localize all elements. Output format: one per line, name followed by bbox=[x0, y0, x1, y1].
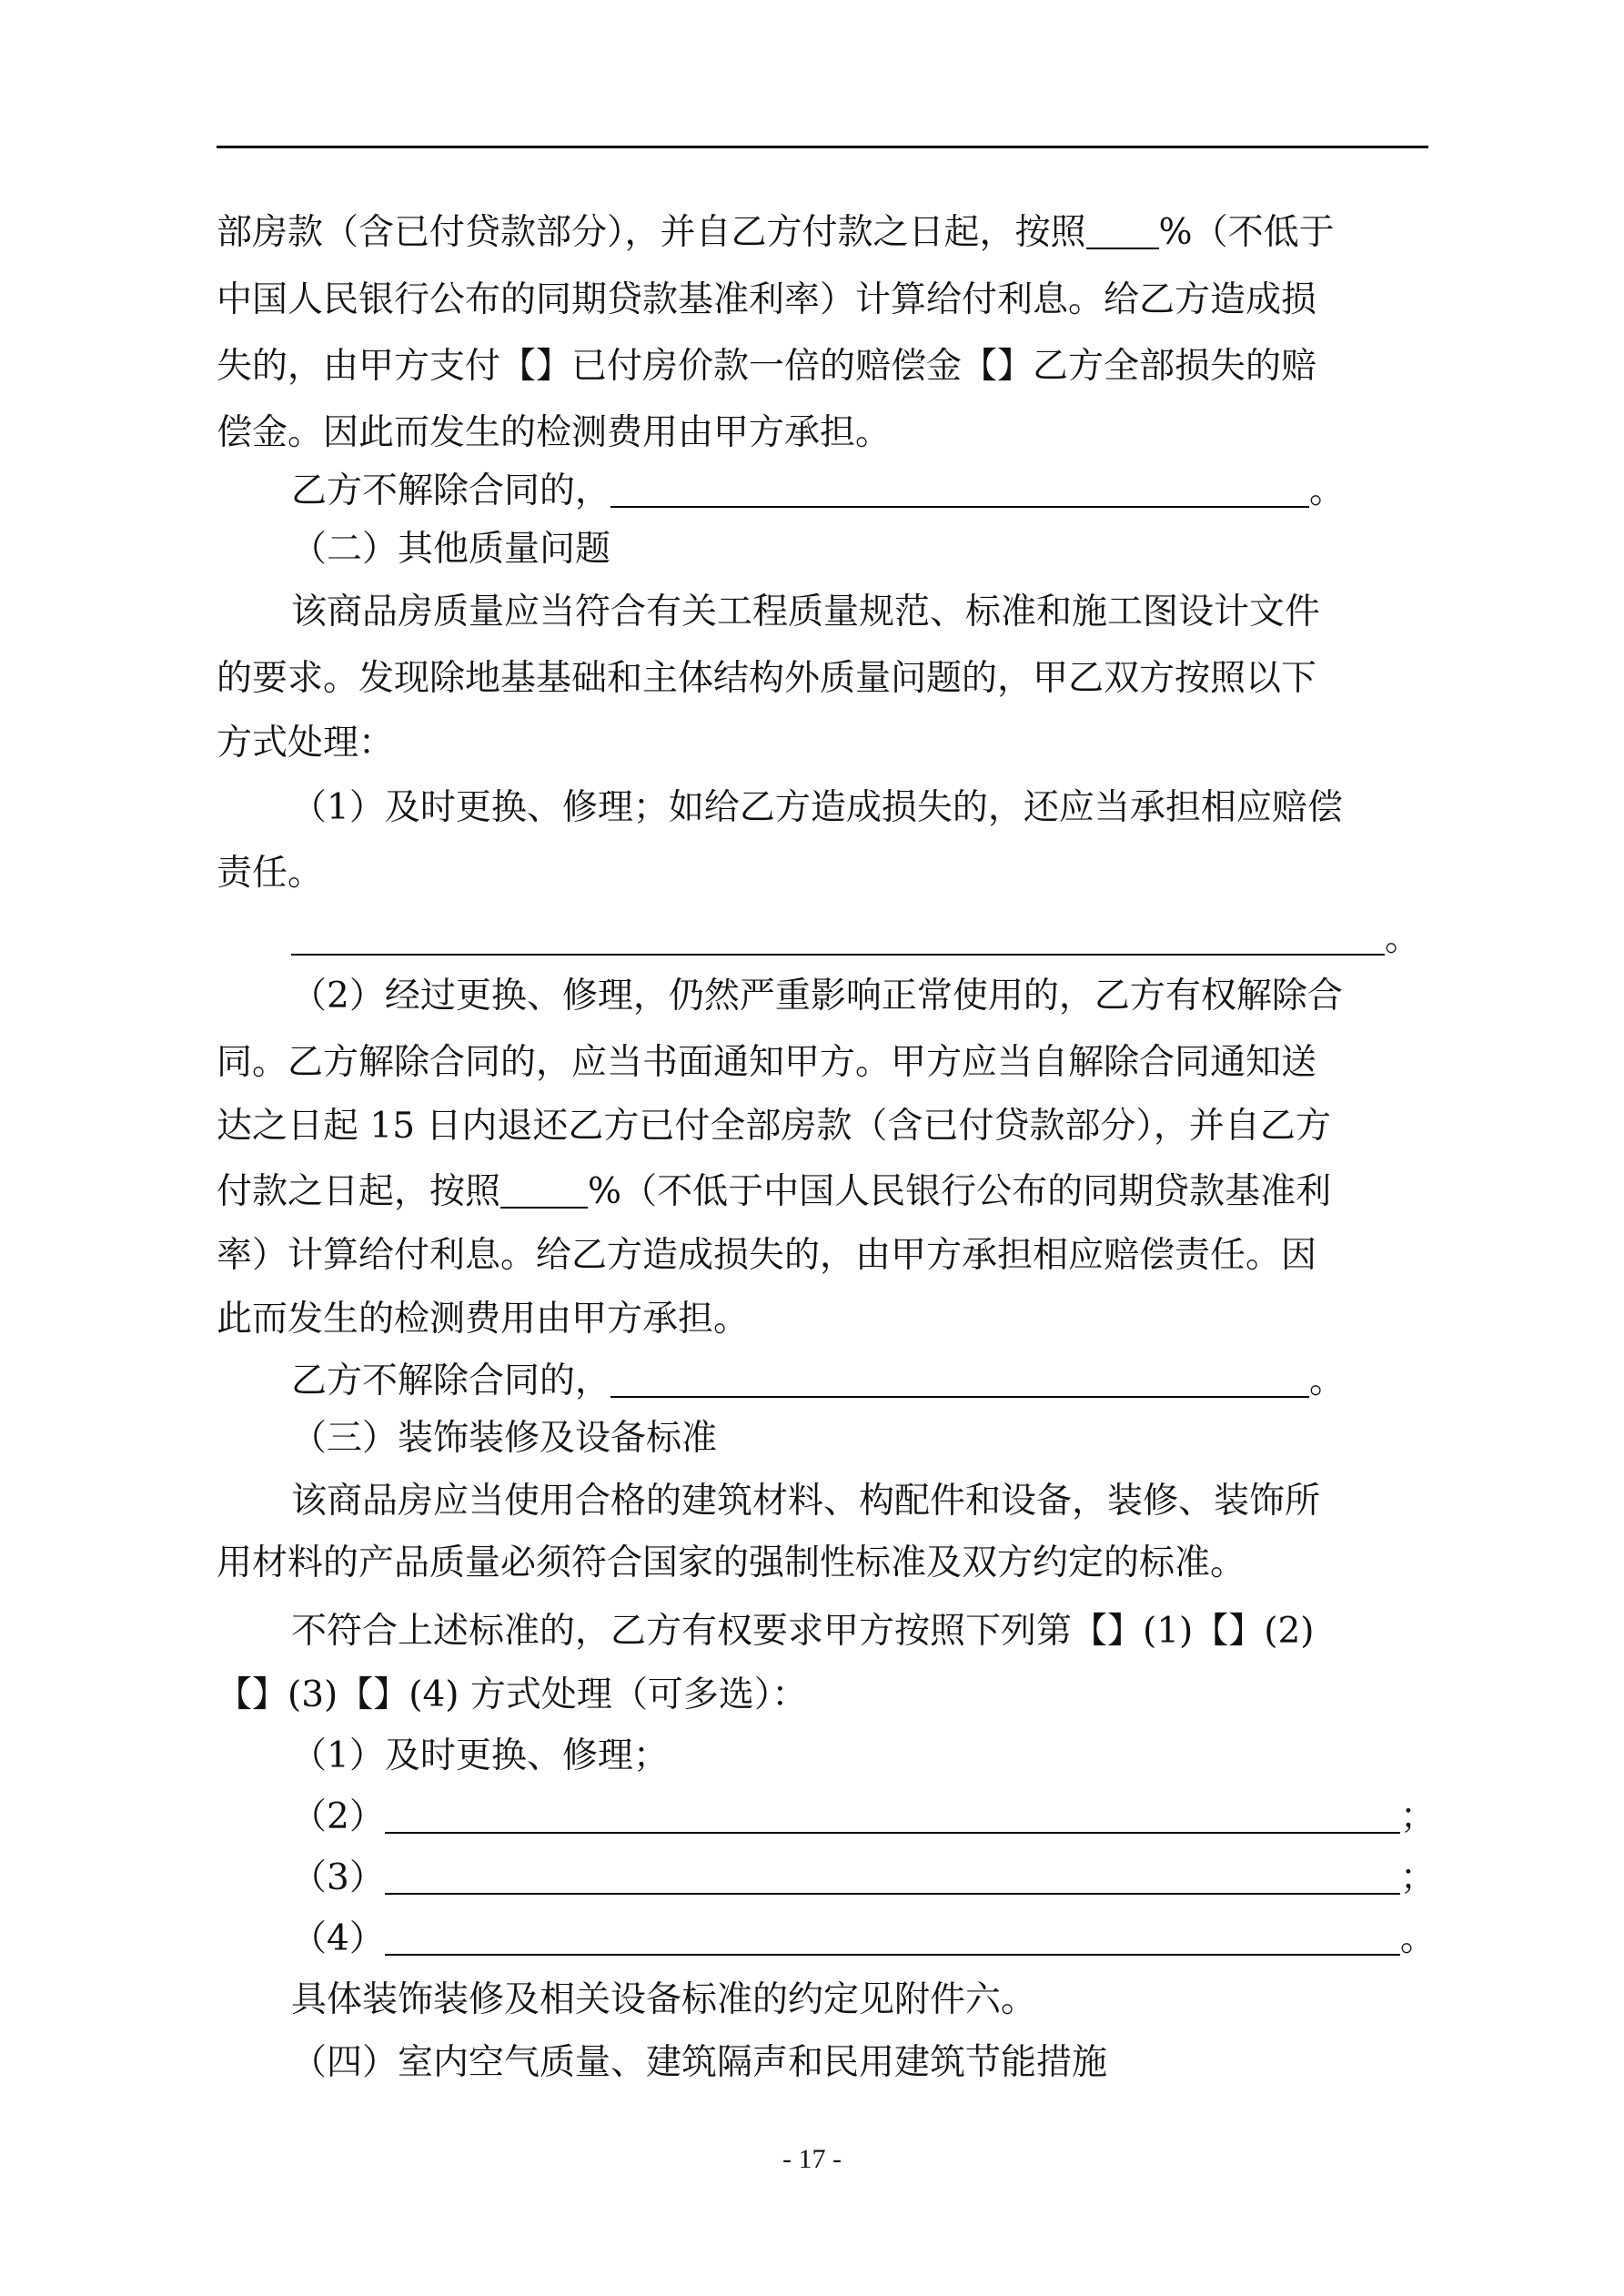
text-line: 乙方不解除合同的， 。 bbox=[291, 1360, 1346, 1401]
blank-underline bbox=[385, 1795, 1400, 1834]
blank-underline bbox=[500, 1170, 588, 1209]
header-rule bbox=[217, 146, 1428, 148]
text-line: 的要求。发现除地基基础和主体结构外质量问题的，甲乙双方按照以下 bbox=[217, 658, 1317, 699]
text-line: 同。乙方解除合同的，应当书面通知甲方。甲方应当自解除合同通知送 bbox=[217, 1042, 1317, 1083]
text-line: 方式处理： bbox=[217, 723, 395, 764]
text-line: 【】(3)【】(4) 方式处理（可多选）： bbox=[217, 1674, 808, 1715]
blank-underline bbox=[291, 917, 1385, 956]
section-heading: （四）室内空气质量、建筑隔声和民用建筑节能措施 bbox=[291, 2042, 1108, 2083]
section-heading: （三）装饰装修及设备标准 bbox=[291, 1418, 718, 1459]
text-line: 此而发生的检测费用由甲方承担。 bbox=[217, 1299, 750, 1340]
text-line: （4） 。 bbox=[291, 1918, 1436, 1959]
page-number: - 17 - bbox=[782, 2144, 842, 2174]
text-line: 失的，由甲方支付【】已付房价款一倍的赔偿金【】乙方全部损失的赔 bbox=[217, 346, 1317, 387]
text-line: （2） ； bbox=[291, 1796, 1436, 1837]
text-line: 责任。 bbox=[217, 853, 324, 894]
text-line: （1）及时更换、修理；如给乙方造成损失的，还应当承担相应赔偿 bbox=[291, 787, 1343, 828]
blank-underline bbox=[610, 470, 1309, 508]
text-line: （2）经过更换、修理，仍然严重影响正常使用的，乙方有权解除合 bbox=[291, 976, 1343, 1017]
blank-underline bbox=[1086, 211, 1159, 249]
blank-underline bbox=[610, 1360, 1309, 1398]
text-line: 具体装饰装修及相关设备标准的约定见附件六。 bbox=[291, 1979, 1037, 2020]
blank-underline bbox=[385, 1917, 1400, 1956]
section-heading: （二）其他质量问题 bbox=[291, 529, 611, 570]
text-line: 。 bbox=[291, 914, 1420, 965]
text-line: 该商品房应当使用合格的建筑材料、构配件和设备，装修、装饰所 bbox=[291, 1481, 1321, 1522]
text-line: 部房款（含已付贷款部分），并自乙方付款之日起，按照 %（不低于 bbox=[217, 212, 1335, 253]
text-line: （1）及时更换、修理； bbox=[291, 1735, 669, 1776]
text-line: 不符合上述标准的，乙方有权要求甲方按照下列第【】(1)【】(2) bbox=[291, 1611, 1315, 1652]
text-line: （3） ； bbox=[291, 1857, 1436, 1898]
text-line: 用材料的产品质量必须符合国家的强制性标准及双方约定的标准。 bbox=[217, 1542, 1246, 1583]
blank-underline bbox=[385, 1856, 1400, 1895]
text-line: 达之日起 15 日内退还乙方已付全部房款（含已付贷款部分），并自乙方 bbox=[217, 1106, 1331, 1147]
text-line: 乙方不解除合同的， 。 bbox=[291, 470, 1346, 511]
text-line: 中国人民银行公布的同期贷款基准利率）计算给付利息。给乙方造成损 bbox=[217, 279, 1317, 320]
text-line: 付款之日起，按照 %（不低于中国人民银行公布的同期贷款基准利 bbox=[217, 1171, 1332, 1212]
text-line: 偿金。因此而发生的检测费用由甲方承担。 bbox=[217, 412, 892, 453]
text-line: 率）计算给付利息。给乙方造成损失的，由甲方承担相应赔偿责任。因 bbox=[217, 1235, 1317, 1276]
text-line: 该商品房质量应当符合有关工程质量规范、标准和施工图设计文件 bbox=[291, 592, 1321, 632]
